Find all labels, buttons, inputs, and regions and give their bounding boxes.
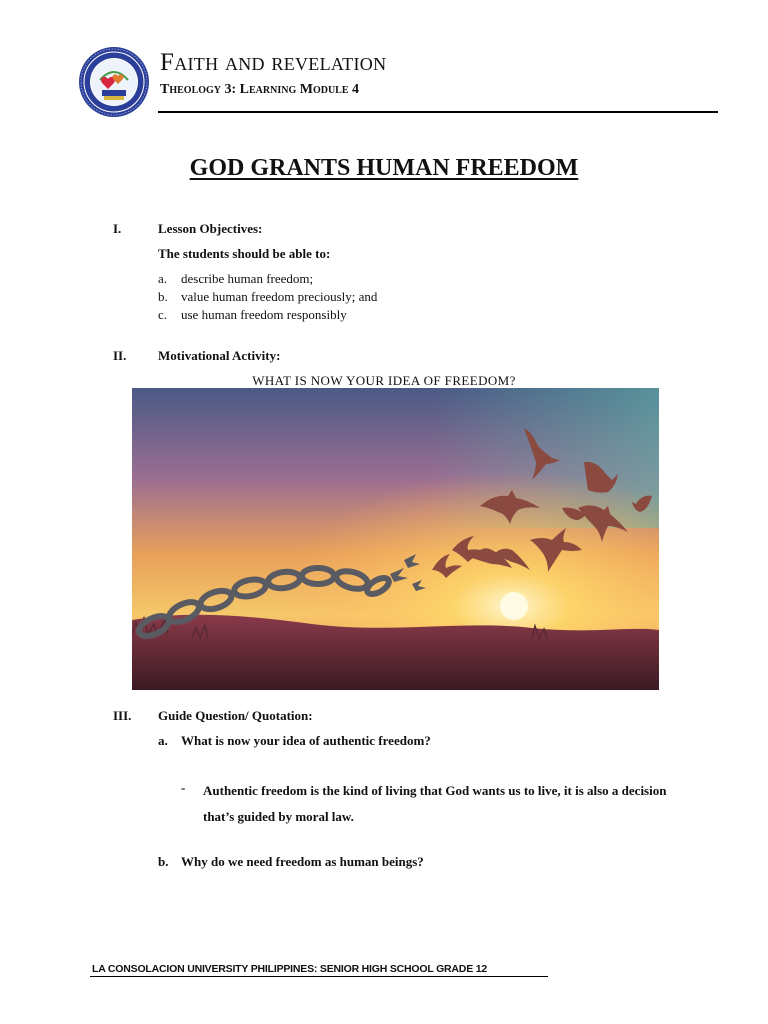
section-numeral: I. <box>113 221 122 236</box>
question-letter: b. <box>158 854 169 869</box>
objective-letter: c. <box>158 307 168 322</box>
freedom-photo <box>132 388 659 690</box>
question-text: What is now your idea of authentic freedom? <box>181 733 431 748</box>
section-heading-objectives: Lesson Objectives: <box>158 221 263 236</box>
guide-question <box>158 854 424 870</box>
question-text: Why do we need freedom as human beings? <box>181 854 424 869</box>
objective-item <box>158 271 313 287</box>
objectives-intro: The students should be able to: <box>158 246 331 261</box>
section-heading-activity: Motivational Activity: <box>158 348 281 363</box>
objective-item <box>158 289 377 305</box>
module-subtitle: Theology 3: Learning Module 4 <box>160 82 360 97</box>
objective-text: describe human freedom; <box>181 271 314 286</box>
section-heading-guide-question: Guide Question/ Quotation: <box>158 708 313 723</box>
objective-item <box>158 307 347 323</box>
section-numeral: II. <box>113 348 127 363</box>
answer-text: Authentic freedom is the kind of living that God wants us to live, it is also a decision that’s guided by moral law. <box>203 783 667 824</box>
objective-letter: a. <box>158 271 168 286</box>
page-footer: LA CONSOLACION UNIVERSITY PHILIPPINES: SENIOR HIGH SCHOOL GRADE 12 <box>92 963 487 975</box>
question-letter: a. <box>158 733 168 748</box>
footer-underline <box>90 976 548 977</box>
page-title: GOD GRANTS HUMAN FREEDOM <box>189 155 579 181</box>
objective-text: use human freedom responsibly <box>181 307 347 322</box>
module-title: Faith and revelation <box>160 49 387 76</box>
university-seal-logo <box>78 46 150 118</box>
answer-bullet: - <box>181 780 186 795</box>
guide-question <box>158 733 431 749</box>
section-numeral: III. <box>113 708 132 723</box>
activity-prompt: WHAT IS NOW YOUR IDEA OF FREEDOM? <box>252 373 516 388</box>
objective-letter: b. <box>158 289 168 304</box>
header-divider <box>158 111 718 113</box>
objective-text: value human freedom preciously; and <box>181 289 378 304</box>
